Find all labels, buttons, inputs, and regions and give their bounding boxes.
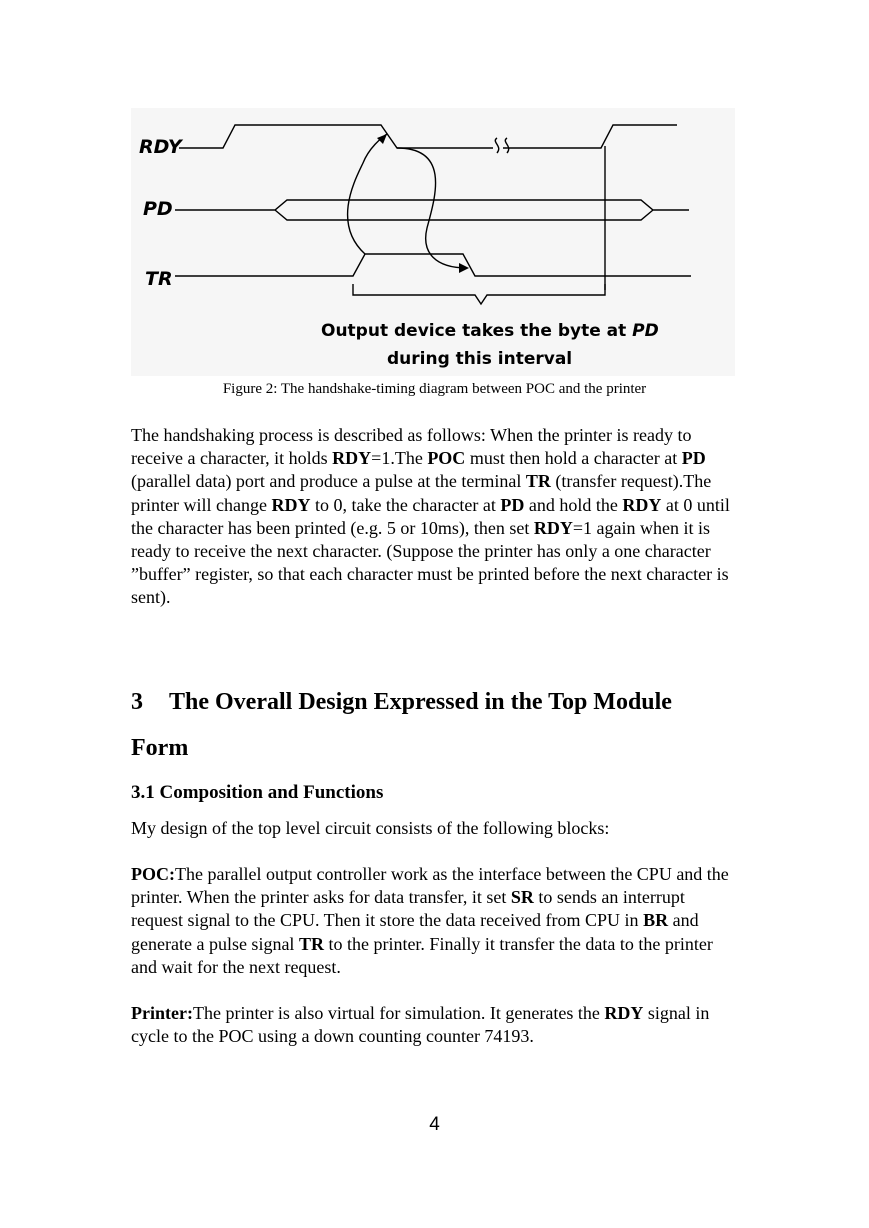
poc-term: BR xyxy=(643,910,669,931)
intro-term: RDY xyxy=(533,517,573,538)
section-3-heading-cont: Form xyxy=(131,735,189,761)
section-3-title: The Overall Design Expressed in the Top Module xyxy=(169,689,672,715)
section-3-1-heading: 3.1 Composition and Functions xyxy=(131,782,384,803)
timing-diagram-svg xyxy=(131,108,735,376)
section-3-heading xyxy=(131,687,672,717)
poc-paragraph xyxy=(131,863,731,979)
printer-text: The printer is also virtual for simulation. It generates the xyxy=(192,1003,605,1023)
printer-paragraph xyxy=(131,1002,731,1048)
printer-term: RDY xyxy=(604,1003,644,1023)
signal-label-rdy: RDY xyxy=(139,136,182,158)
intro-term: PD xyxy=(500,494,525,515)
intro-term: RDY xyxy=(271,494,311,515)
intro-text: (transfer request).The printer will change xyxy=(131,471,712,515)
intro-text: and hold the xyxy=(524,494,623,515)
intro-term: POC xyxy=(427,448,466,469)
section-3-1-intro: My design of the top level circuit consists of the following blocks: xyxy=(131,818,610,838)
figure-note-prefix: Output device takes the byte at xyxy=(321,321,633,341)
figure-note-line1 xyxy=(321,321,659,341)
poc-text: to sends an interrupt request signal to the CPU. Then it store the data received from CPU in xyxy=(131,887,685,931)
intro-text: to 0, take the character at xyxy=(310,494,501,515)
intro-text: must then hold a character at xyxy=(465,448,682,469)
section-3-number: 3 xyxy=(131,689,143,715)
intro-term: RDY xyxy=(332,448,372,469)
intro-text: =1 again when it is ready to receive the next character. (Suppose the printer has only a one character ”buffer” register, so that each character must be printed before the next character is sent). xyxy=(131,517,729,608)
intro-paragraph xyxy=(131,424,731,610)
figure-note-line2: during this interval xyxy=(387,349,573,369)
page-number: 4 xyxy=(429,1114,440,1135)
intro-text: at 0 until the character has been printed (e.g. 5 or 10ms), then set xyxy=(131,494,730,538)
timing-diagram xyxy=(131,108,735,376)
poc-label: POC: xyxy=(131,864,175,884)
figure-caption: Figure 2: The handshake-timing diagram between POC and the printer xyxy=(222,381,647,397)
intro-term: RDY xyxy=(622,494,662,515)
signal-label-tr: TR xyxy=(145,268,173,290)
poc-text: and generate a pulse signal xyxy=(131,910,699,954)
intro-term: PD xyxy=(681,448,706,469)
intro-text: =1.The xyxy=(371,448,428,469)
signal-label-pd: PD xyxy=(143,198,173,220)
printer-label: Printer: xyxy=(131,1003,193,1023)
intro-text: (parallel data) port and produce a pulse at the terminal xyxy=(131,471,526,492)
poc-term: TR xyxy=(298,933,324,954)
poc-term: SR xyxy=(510,887,534,908)
poc-text: to the printer. Finally it transfer the data to the printer and wait for the next request. xyxy=(131,933,713,977)
printer-text: signal in cycle to the POC using a down counting counter 74193. xyxy=(131,1003,710,1047)
poc-text: The parallel output controller work as the interface between the CPU and the printer. When the printer asks for data transfer, it set xyxy=(131,864,729,908)
intro-text: The handshaking process is described as follows: When the printer is ready to receive a character, it holds xyxy=(131,425,692,469)
intro-term: TR xyxy=(525,471,551,492)
figure-note-pd: PD xyxy=(632,321,659,341)
